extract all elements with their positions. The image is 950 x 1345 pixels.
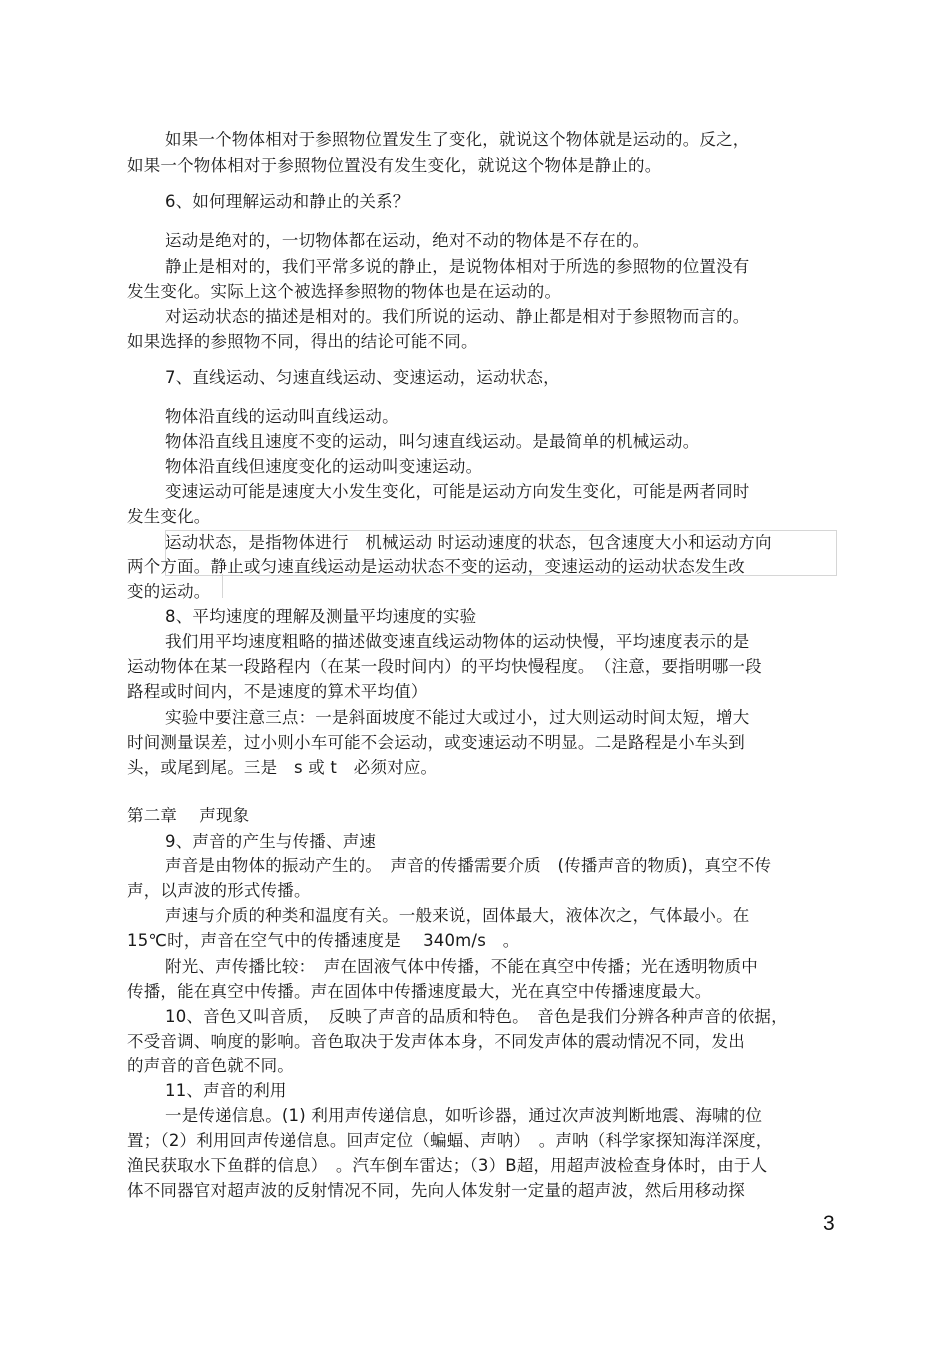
question-heading-10: 10、音色又叫音质， 反映了声音的品质和特色。 音色是我们分辨各种声音的依据， [165,1007,788,1026]
chapter-heading: 第二章 声现象 [127,806,250,825]
page-number: 3 [823,1212,835,1235]
question-heading-8: 8、平均速度的理解及测量平均速度的实验 [165,607,477,626]
text-line: 头，或尾到尾。三是 s 或 t 必须对应。 [127,758,438,777]
text-line: 物体沿直线但速度变化的运动叫变速运动。 [165,457,483,476]
text-line: 如果一个物体相对于参照物位置发生了变化，就说这个物体就是运动的。反之， [165,130,750,149]
text-line: 如果选择的参照物不同，得出的结论可能不同。 [127,332,478,351]
question-heading-7: 7、直线运动、匀速直线运动、变速运动，运动状态， [165,368,560,387]
text-line: 置；（2）利用回声传递信息。回声定位（蝙蝠、声呐） 。声呐（科学家探知海洋深度， [127,1131,773,1150]
question-heading-6: 6、如何理解运动和静止的关系？ [165,192,410,211]
text-line: 两个方面。静止或匀速直线运动是运动状态不变的运动，变速运动的运动状态发生改 [127,557,745,576]
text-line: 运动状态，是指物体进行 机械运动 时运动速度的状态，包含速度大小和运动方向 [165,533,772,552]
text-line: 渔民获取水下鱼群的信息） 。汽车倒车雷达；（3）B超，用超声波检查身体时，由于人 [127,1156,768,1175]
text-line: 声，以声波的形式传播。 [127,881,311,900]
text-line: 的声音的音色就不同。 [127,1056,294,1075]
text-line: 15℃时，声音在空气中的传播速度是 340m/s 。 [127,931,520,950]
text-line: 静止是相对的，我们平常多说的静止，是说物体相对于所选的参照物的位置没有 [165,257,750,276]
text-line: 物体沿直线的运动叫直线运动。 [165,407,399,426]
text-line: 物体沿直线且速度不变的运动，叫匀速直线运动。是最简单的机械运动。 [165,432,700,451]
question-heading-9: 9、声音的产生与传播、声速 [165,832,377,851]
text-line: 对运动状态的描述是相对的。我们所说的运动、静止都是相对于参照物而言的。 [165,307,750,326]
text-line: 变的运动。 [127,582,211,601]
text-line: 如果一个物体相对于参照物位置没有发生变化，就说这个物体是静止的。 [127,156,662,175]
text-line: 附光、声传播比较： 声在固液气体中传播，不能在真空中传播；光在透明物质中 [165,957,758,976]
text-line: 声速与介质的种类和温度有关。一般来说，固体最大，液体次之，气体最小。在 [165,906,750,925]
text-line: 发生变化。 [127,507,211,526]
text-line: 运动是绝对的，一切物体都在运动，绝对不动的物体是不存在的。 [165,231,650,250]
text-line: 传播，能在真空中传播。声在固体中传播速度最大，光在真空中传播速度最大。 [127,982,712,1001]
text-line: 不受音调、响度的影响。音色取决于发声体本身，不同发声体的震动情况不同，发出 [127,1032,745,1051]
text-line: 发生变化。实际上这个被选择参照物的物体也是在运动的。 [127,282,562,301]
text-line: 声音是由物体的振动产生的。 声音的传播需要介质 (传播声音的物质)，真空不传 [165,856,772,875]
text-line: 变速运动可能是速度大小发生变化，可能是运动方向发生变化，可能是两者同时 [165,482,750,501]
text-line: 体不同器官对超声波的反射情况不同，先向人体发射一定量的超声波，然后用移动探 [127,1181,745,1200]
text-line: 一是传递信息。(1) 利用声传递信息，如听诊器，通过次声波判断地震、海啸的位 [165,1106,763,1125]
text-line: 运动物体在某一段路程内（在某一段时间内）的平均快慢程度。 （注意，要指明哪一段 [127,657,762,676]
text-line: 时间测量误差，过小则小车可能不会运动，或变速运动不明显。二是路程是小车头到 [127,733,745,752]
text-line: 路程或时间内，不是速度的算术平均值） [127,682,428,701]
text-line: 我们用平均速度粗略的描述做变速直线运动物体的运动快慢，平均速度表示的是 [165,632,750,651]
text-line: 实验中要注意三点：一是斜面坡度不能过大或过小，过大则运动时间太短，增大 [165,708,750,727]
question-heading-11: 11、声音的利用 [165,1081,287,1100]
